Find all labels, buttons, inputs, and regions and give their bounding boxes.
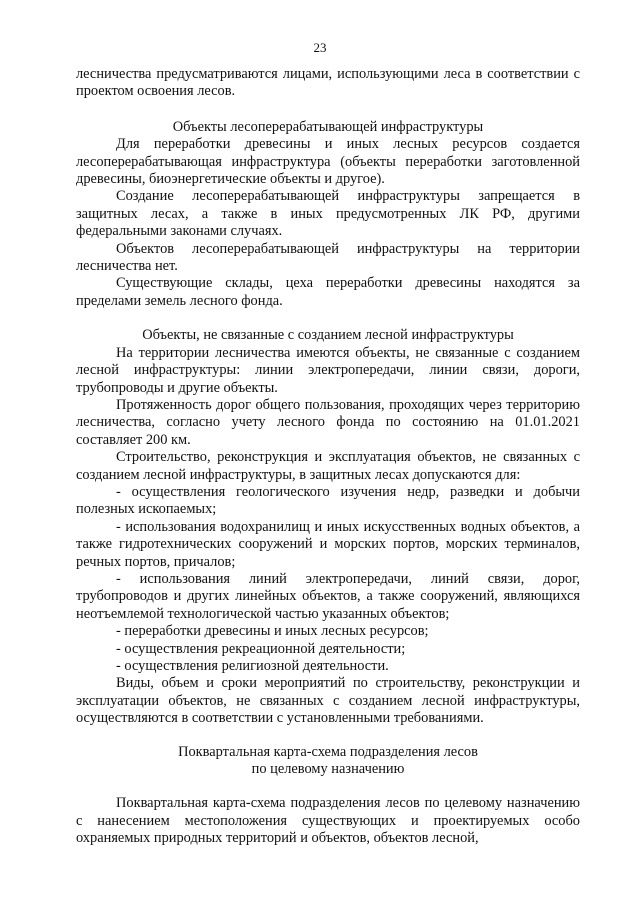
paragraph: Для переработки древесины и иных лесных ресурсов создается лесоперерабатывающая инфраструктура (объекты переработки заготовленной древесины, биоэнергетические объекты и другое). — [76, 136, 580, 188]
list-item: - переработки древесины и иных лесных ресурсов; — [116, 623, 429, 640]
paragraph: Поквартальная карта-схема подразделения лесов по целевому назначению с нанесением местоположения существующих и проектируемых особо охраняемых природных территорий и объектов, объектов лесной, — [76, 795, 580, 847]
list-item: - использования водохранилищ и иных искусственных водных объектов, а также гидротехнических сооружений и морских портов, морских терминалов, речных портов, причалов; — [76, 518, 580, 570]
paragraph: Виды, объем и сроки мероприятий по строительству, реконструкции и эксплуатации объектов, не связанных с созданием лесной инфраструктуры, осуществляются в соответствии с установленными требованиями. — [76, 675, 580, 727]
document-body — [76, 66, 580, 848]
paragraph: На территории лесничества имеются объекты, не связанные с созданием лесной инфраструктуры: линии электропередачи, линии связи, дороги, трубопроводы и другие объекты. — [76, 344, 580, 396]
paragraph: Существующие склады, цеха переработки древесины находятся за пределами земель лесного фонда. — [76, 275, 580, 309]
list-item: - осуществления рекреационной деятельности; — [116, 640, 406, 657]
section-heading-non-forest-objects: Объекты, не связанные с созданием лесной инфраструктуры — [142, 327, 514, 344]
intro-paragraph: лесничества предусматриваются лицами, использующими леса в соответствии с проектом освоения лесов. — [76, 66, 580, 100]
list-item: - осуществления геологического изучения недр, разведки и добычи полезных ископаемых; — [76, 483, 580, 518]
paragraph: Создание лесоперерабатывающей инфраструктуры запрещается в защитных лесах, а также в иных предусмотренных ЛК РФ, другими федеральными законами случаях. — [76, 188, 580, 240]
paragraph: Объектов лесоперерабатывающей инфраструктуры на территории лесничества нет. — [76, 240, 580, 275]
paragraph: Протяженность дорог общего пользования, проходящих через территорию лесничества, согласно учету лесного фонда по состоянию на 01.01.2021 составляет 200 км. — [76, 396, 580, 448]
section-heading-map-line2: по целевому назначению — [251, 761, 405, 778]
section-heading-map-line1: Поквартальная карта-схема подразделения лесов — [178, 743, 478, 760]
list-item: - использования линий электропередачи, линий связи, дорог, трубопроводов и других линейных объектов, а также сооружений, являющихся неотъемлемой технологической частью указанных объектов; — [76, 570, 580, 622]
section-heading-processing: Объекты лесоперерабатывающей инфраструктуры — [172, 118, 484, 135]
list-item: - осуществления религиозной деятельности. — [116, 658, 389, 674]
page-number: 23 — [313, 40, 327, 55]
paragraph: Строительство, реконструкция и эксплуатация объектов, не связанных с созданием лесной инфраструктуры, в защитных лесах допускаются для: — [76, 449, 580, 483]
